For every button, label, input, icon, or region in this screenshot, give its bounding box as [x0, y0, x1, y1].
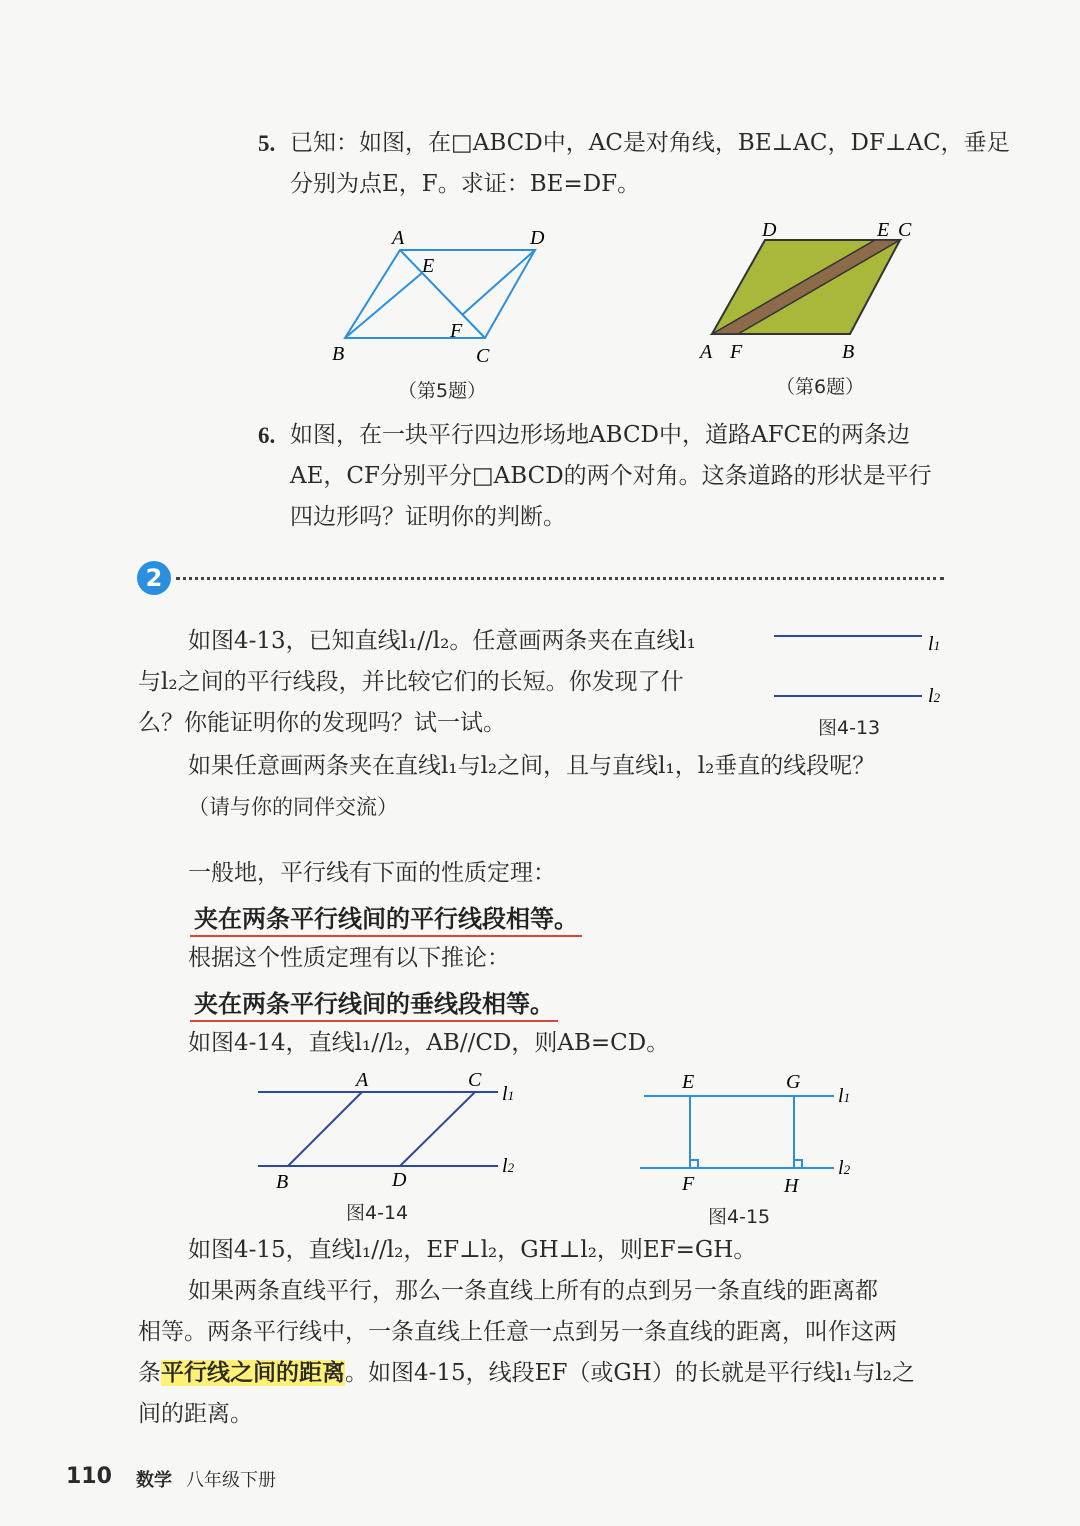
s2-p1-line2: 与l₂之间的平行线段，并比较它们的长短。你发现了什 [138, 669, 684, 695]
theorem-2: 夹在两条平行线间的垂线段相等。 [190, 984, 558, 1022]
section-divider [176, 577, 944, 580]
s2-p7: 如图4-15，直线l₁//l₂，EF⊥l₂，GH⊥l₂，则EF=GH。 [188, 1237, 757, 1263]
q6-line1: 如图，在一块平行四边形场地ABCD中，道路AFCE的两条边 [290, 422, 910, 448]
theorem-1: 夹在两条平行线间的平行线段相等。 [190, 899, 582, 937]
q6-line2: AE，CF分别平分□ABCD的两个对角。这条道路的形状是平行 [290, 463, 932, 489]
s2-p8-line2: 相等。两条平行线中，一条直线上任意一点到另一条直线的距离，叫作这两 [138, 1319, 897, 1345]
s2-p1-line3: 么？你能证明你的发现吗？试一试。 [138, 710, 506, 736]
fig14-label-l1: l1 [502, 1083, 515, 1105]
fig15-label-l1: l1 [838, 1085, 851, 1107]
q5-caption: （第5题） [398, 380, 487, 402]
q5-diagonal-ac [400, 250, 485, 338]
fig14-label-c: C [468, 1069, 482, 1091]
fig13-label-l1: l1 [928, 633, 941, 655]
s2-p8-line4: 间的距离。 [138, 1401, 253, 1427]
q5-label-f: F [450, 320, 463, 342]
q5-figure [320, 220, 580, 370]
q5-number: 5. [258, 131, 276, 156]
fig15-right-angle-f [690, 1160, 698, 1168]
section-2-badge: 2 [137, 561, 171, 595]
q5-segment-be [345, 273, 422, 338]
fig14-segment-cd [400, 1092, 475, 1166]
q6-caption: （第6题） [776, 376, 865, 398]
s2-p2: 如果任意画两条夹在直线l₁与l₂之间，且与直线l₁，l₂垂直的线段呢？ [188, 753, 876, 779]
s2-p5: 根据这个性质定理有以下推论： [188, 945, 510, 971]
fig15-caption: 图4-15 [708, 1206, 771, 1228]
fig14-caption: 图4-14 [346, 1202, 409, 1224]
fig13-label-l2: l2 [928, 685, 941, 707]
q6-line3: 四边形吗？证明你的判断。 [290, 504, 566, 530]
fig14-label-b: B [276, 1171, 289, 1193]
fig14-label-l2: l2 [502, 1155, 515, 1177]
fig15-label-h: H [784, 1175, 799, 1197]
fig-4-13 [770, 620, 950, 710]
fig15-label-g: G [786, 1071, 801, 1093]
fig15-label-e: E [682, 1071, 695, 1093]
footer-subject: 数学 [136, 1470, 172, 1491]
q5-segment-df [462, 250, 535, 315]
q6-label-c: C [898, 219, 912, 241]
fig14-label-d: D [392, 1169, 407, 1191]
q5-label-c: C [476, 345, 490, 367]
q5-label-a: A [392, 227, 405, 249]
q6-number: 6. [258, 423, 276, 448]
q6-label-d: D [762, 219, 777, 241]
q5-parallelogram [345, 250, 535, 338]
fig13-caption: 图4-13 [818, 717, 881, 739]
q5-label-b: B [332, 343, 345, 365]
q6-label-b: B [842, 341, 855, 362]
footer-grade: 八年级下册 [186, 1470, 276, 1491]
fig15-right-angle-h [794, 1160, 802, 1168]
highlighted-term: 平行线之间的距离 [161, 1360, 345, 1386]
fig-4-14 [250, 1068, 530, 1198]
fig15-label-l2: l2 [838, 1157, 851, 1179]
s2-p6: 如图4-14，直线l₁//l₂，AB//CD，则AB=CD。 [188, 1030, 670, 1056]
fig14-segment-ab [288, 1092, 362, 1166]
q5-line1: 已知：如图，在□ABCD中，AC是对角线，BE⊥AC，DF⊥AC，垂足 [290, 130, 1010, 156]
q6-label-a: A [700, 341, 713, 362]
fig14-label-a: A [356, 1069, 369, 1091]
s2-p4: 一般地，平行线有下面的性质定理： [188, 860, 556, 886]
page-number: 110 [66, 1464, 112, 1489]
q5-label-d: D [530, 227, 545, 249]
s2-p1-line1: 如图4-13，已知直线l₁//l₂。任意画两条夹在直线l₁ [188, 628, 696, 654]
q5-label-e: E [422, 255, 435, 277]
q6-figure [690, 212, 930, 362]
fig15-label-f: F [682, 1173, 695, 1195]
q6-label-f: F [730, 341, 743, 362]
q6-label-e: E [877, 219, 890, 241]
fig-4-15 [636, 1068, 866, 1198]
s2-p3: （请与你的同伴交流） [188, 795, 398, 819]
q5-line2: 分别为点E，F。求证：BE=DF。 [290, 171, 641, 197]
s2-p8-line3: 条平行线之间的距离。如图4-15，线段EF（或GH）的长就是平行线l₁与l₂之 [138, 1360, 916, 1386]
s2-p8-line1: 如果两条直线平行，那么一条直线上所有的点到另一条直线的距离都 [188, 1278, 878, 1304]
